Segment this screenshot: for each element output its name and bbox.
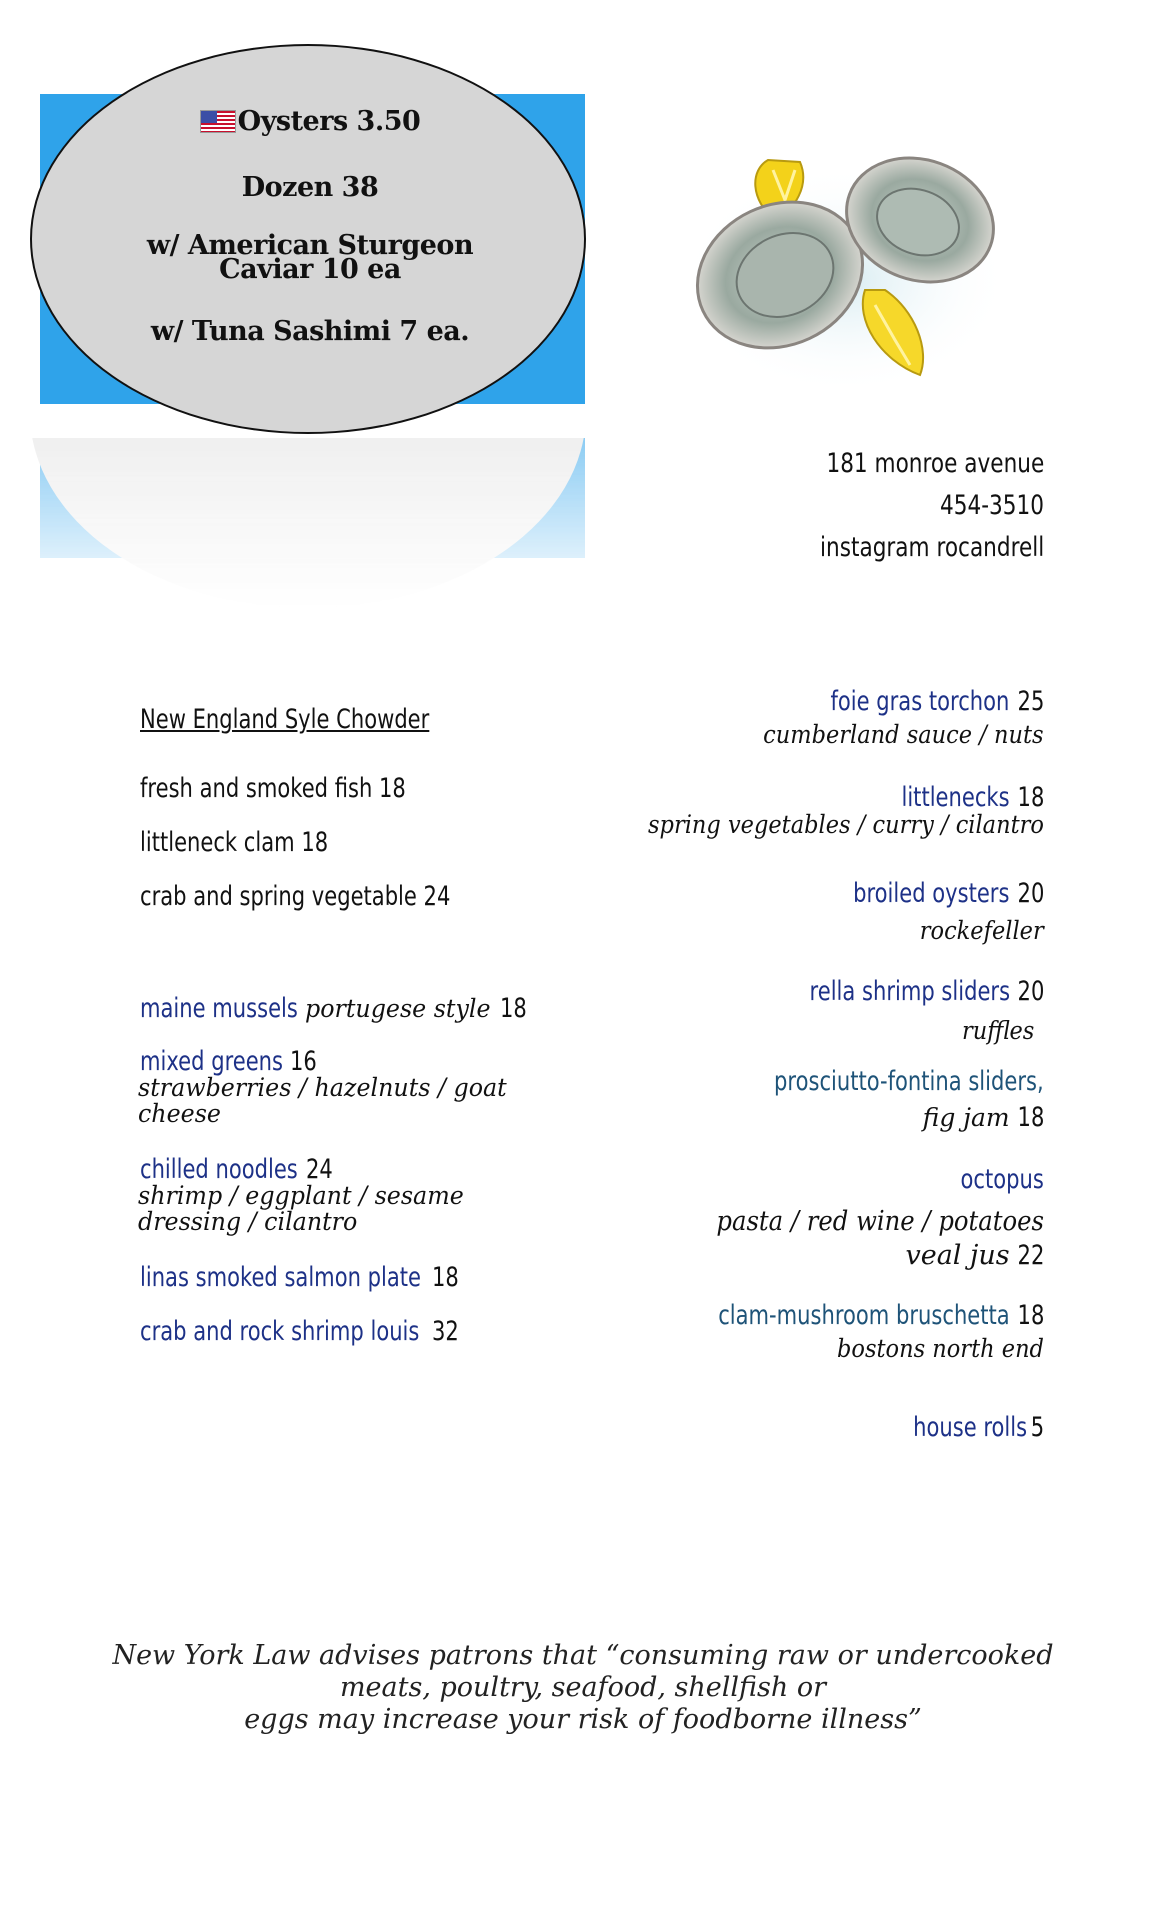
oyster-illustration xyxy=(680,140,1010,400)
mussels-desc: portugese style xyxy=(305,994,491,1023)
disclaimer-line-2: meats, poultry, seafood, shellfish or xyxy=(339,1672,827,1703)
prosciutto-name: prosciutto-fontina sliders, xyxy=(774,1066,1044,1097)
oyster-price-oval xyxy=(30,44,590,434)
greens-desc-line-2: cheese xyxy=(138,1099,221,1128)
greens-name: mixed greens xyxy=(140,1046,284,1077)
oysters-price-line xyxy=(32,108,586,136)
disclaimer-line-3: eggs may increase your risk of foodborne illness” xyxy=(244,1704,922,1735)
clam-bruschetta-item xyxy=(636,1300,1044,1331)
noodles-desc-line-1: shrimp / eggplant / sesame xyxy=(138,1181,464,1210)
rella-sliders-item xyxy=(753,976,1044,1007)
littlenecks-price: 18 xyxy=(1017,782,1044,813)
prosciutto-price: 18 xyxy=(1017,1102,1044,1133)
caviar-line-1: w/ American Sturgeon xyxy=(146,230,474,261)
rella-desc: ruffles xyxy=(961,1016,1034,1045)
octopus-desc-line-1: pasta / red wine / potatoes xyxy=(716,1206,1044,1237)
octopus-desc-2: veal jus xyxy=(905,1240,1010,1271)
oval-reflection xyxy=(30,438,586,608)
salmon-price: 18 xyxy=(432,1262,459,1293)
louis-name: crab and rock shrimp louis xyxy=(140,1316,420,1347)
reflection-oval xyxy=(30,438,586,608)
disclaimer-line-1: New York Law advises patrons that “consuming raw or undercooked xyxy=(112,1640,1054,1671)
caviar-line-2: Caviar 10 ea xyxy=(219,254,401,285)
foie-price: 25 xyxy=(1017,686,1044,717)
chowder-item-crab: crab and spring vegetable 24 xyxy=(140,881,451,912)
mussels-name: maine mussels xyxy=(140,993,298,1024)
broiled-price: 20 xyxy=(1017,878,1044,909)
phone-text: 454-3510 xyxy=(940,490,1044,521)
health-disclaimer xyxy=(60,1640,1106,1736)
rella-price: 20 xyxy=(1017,976,1044,1007)
address-text: 181 monroe avenue xyxy=(826,448,1044,479)
greens-price: 16 xyxy=(290,1046,317,1077)
oval-panel xyxy=(30,44,586,434)
prosciutto-desc-line xyxy=(923,1102,1044,1133)
foie-desc: cumberland sauce / nuts xyxy=(763,720,1044,749)
prosciutto-desc: fig jam xyxy=(922,1103,1010,1132)
us-flag-icon xyxy=(200,110,236,133)
chowder-item-clam: littleneck clam 18 xyxy=(140,827,329,858)
reflection-inner xyxy=(30,438,586,608)
octopus-price: 22 xyxy=(1017,1240,1044,1271)
mussels-price: 18 xyxy=(500,993,528,1024)
foie-gras-item xyxy=(780,686,1044,717)
octopus-desc-line-2 xyxy=(905,1240,1044,1271)
clam-price: 18 xyxy=(1017,1300,1044,1331)
broiled-desc: rockefeller xyxy=(920,916,1044,945)
smoked-salmon-item xyxy=(140,1262,466,1293)
littlenecks-item xyxy=(871,782,1044,813)
crab-louis-item xyxy=(140,1316,466,1347)
mussels-item xyxy=(140,993,535,1024)
littlenecks-desc: spring vegetables / curry / cilantro xyxy=(648,810,1044,839)
rolls-name: house rolls xyxy=(912,1412,1027,1443)
littlenecks-name: littlenecks xyxy=(901,782,1010,813)
instagram-text: instagram rocandrell xyxy=(819,532,1044,563)
noodles-price: 24 xyxy=(306,1154,333,1185)
oysters-price-text: Oysters 3.50 xyxy=(237,106,421,137)
noodles-desc-line-2: dressing / cilantro xyxy=(138,1207,358,1236)
rella-name: rella shrimp sliders xyxy=(809,976,1010,1007)
broiled-name: broiled oysters xyxy=(853,878,1010,909)
dozen-price-line: Dozen 38 xyxy=(241,172,379,203)
rolls-price: 5 xyxy=(1030,1412,1044,1443)
foie-name: foie gras torchon xyxy=(830,686,1010,717)
broiled-oysters-item xyxy=(809,878,1044,909)
greens-desc-line-1: strawberries / hazelnuts / goat xyxy=(138,1073,507,1102)
house-rolls-item xyxy=(881,1412,1044,1443)
tuna-sashimi-line: w/ Tuna Sashimi 7 ea. xyxy=(150,316,470,347)
clam-desc: bostons north end xyxy=(837,1334,1044,1363)
chowder-heading: New England Syle Chowder xyxy=(140,704,430,735)
clam-name: clam-mushroom bruschetta xyxy=(718,1300,1010,1331)
octopus-name: octopus xyxy=(960,1164,1044,1195)
louis-price: 32 xyxy=(432,1316,459,1347)
chowder-item-fish: fresh and smoked fish 18 xyxy=(140,773,406,804)
noodles-name: chilled noodles xyxy=(140,1154,298,1185)
salmon-name: linas smoked salmon plate xyxy=(140,1262,421,1293)
